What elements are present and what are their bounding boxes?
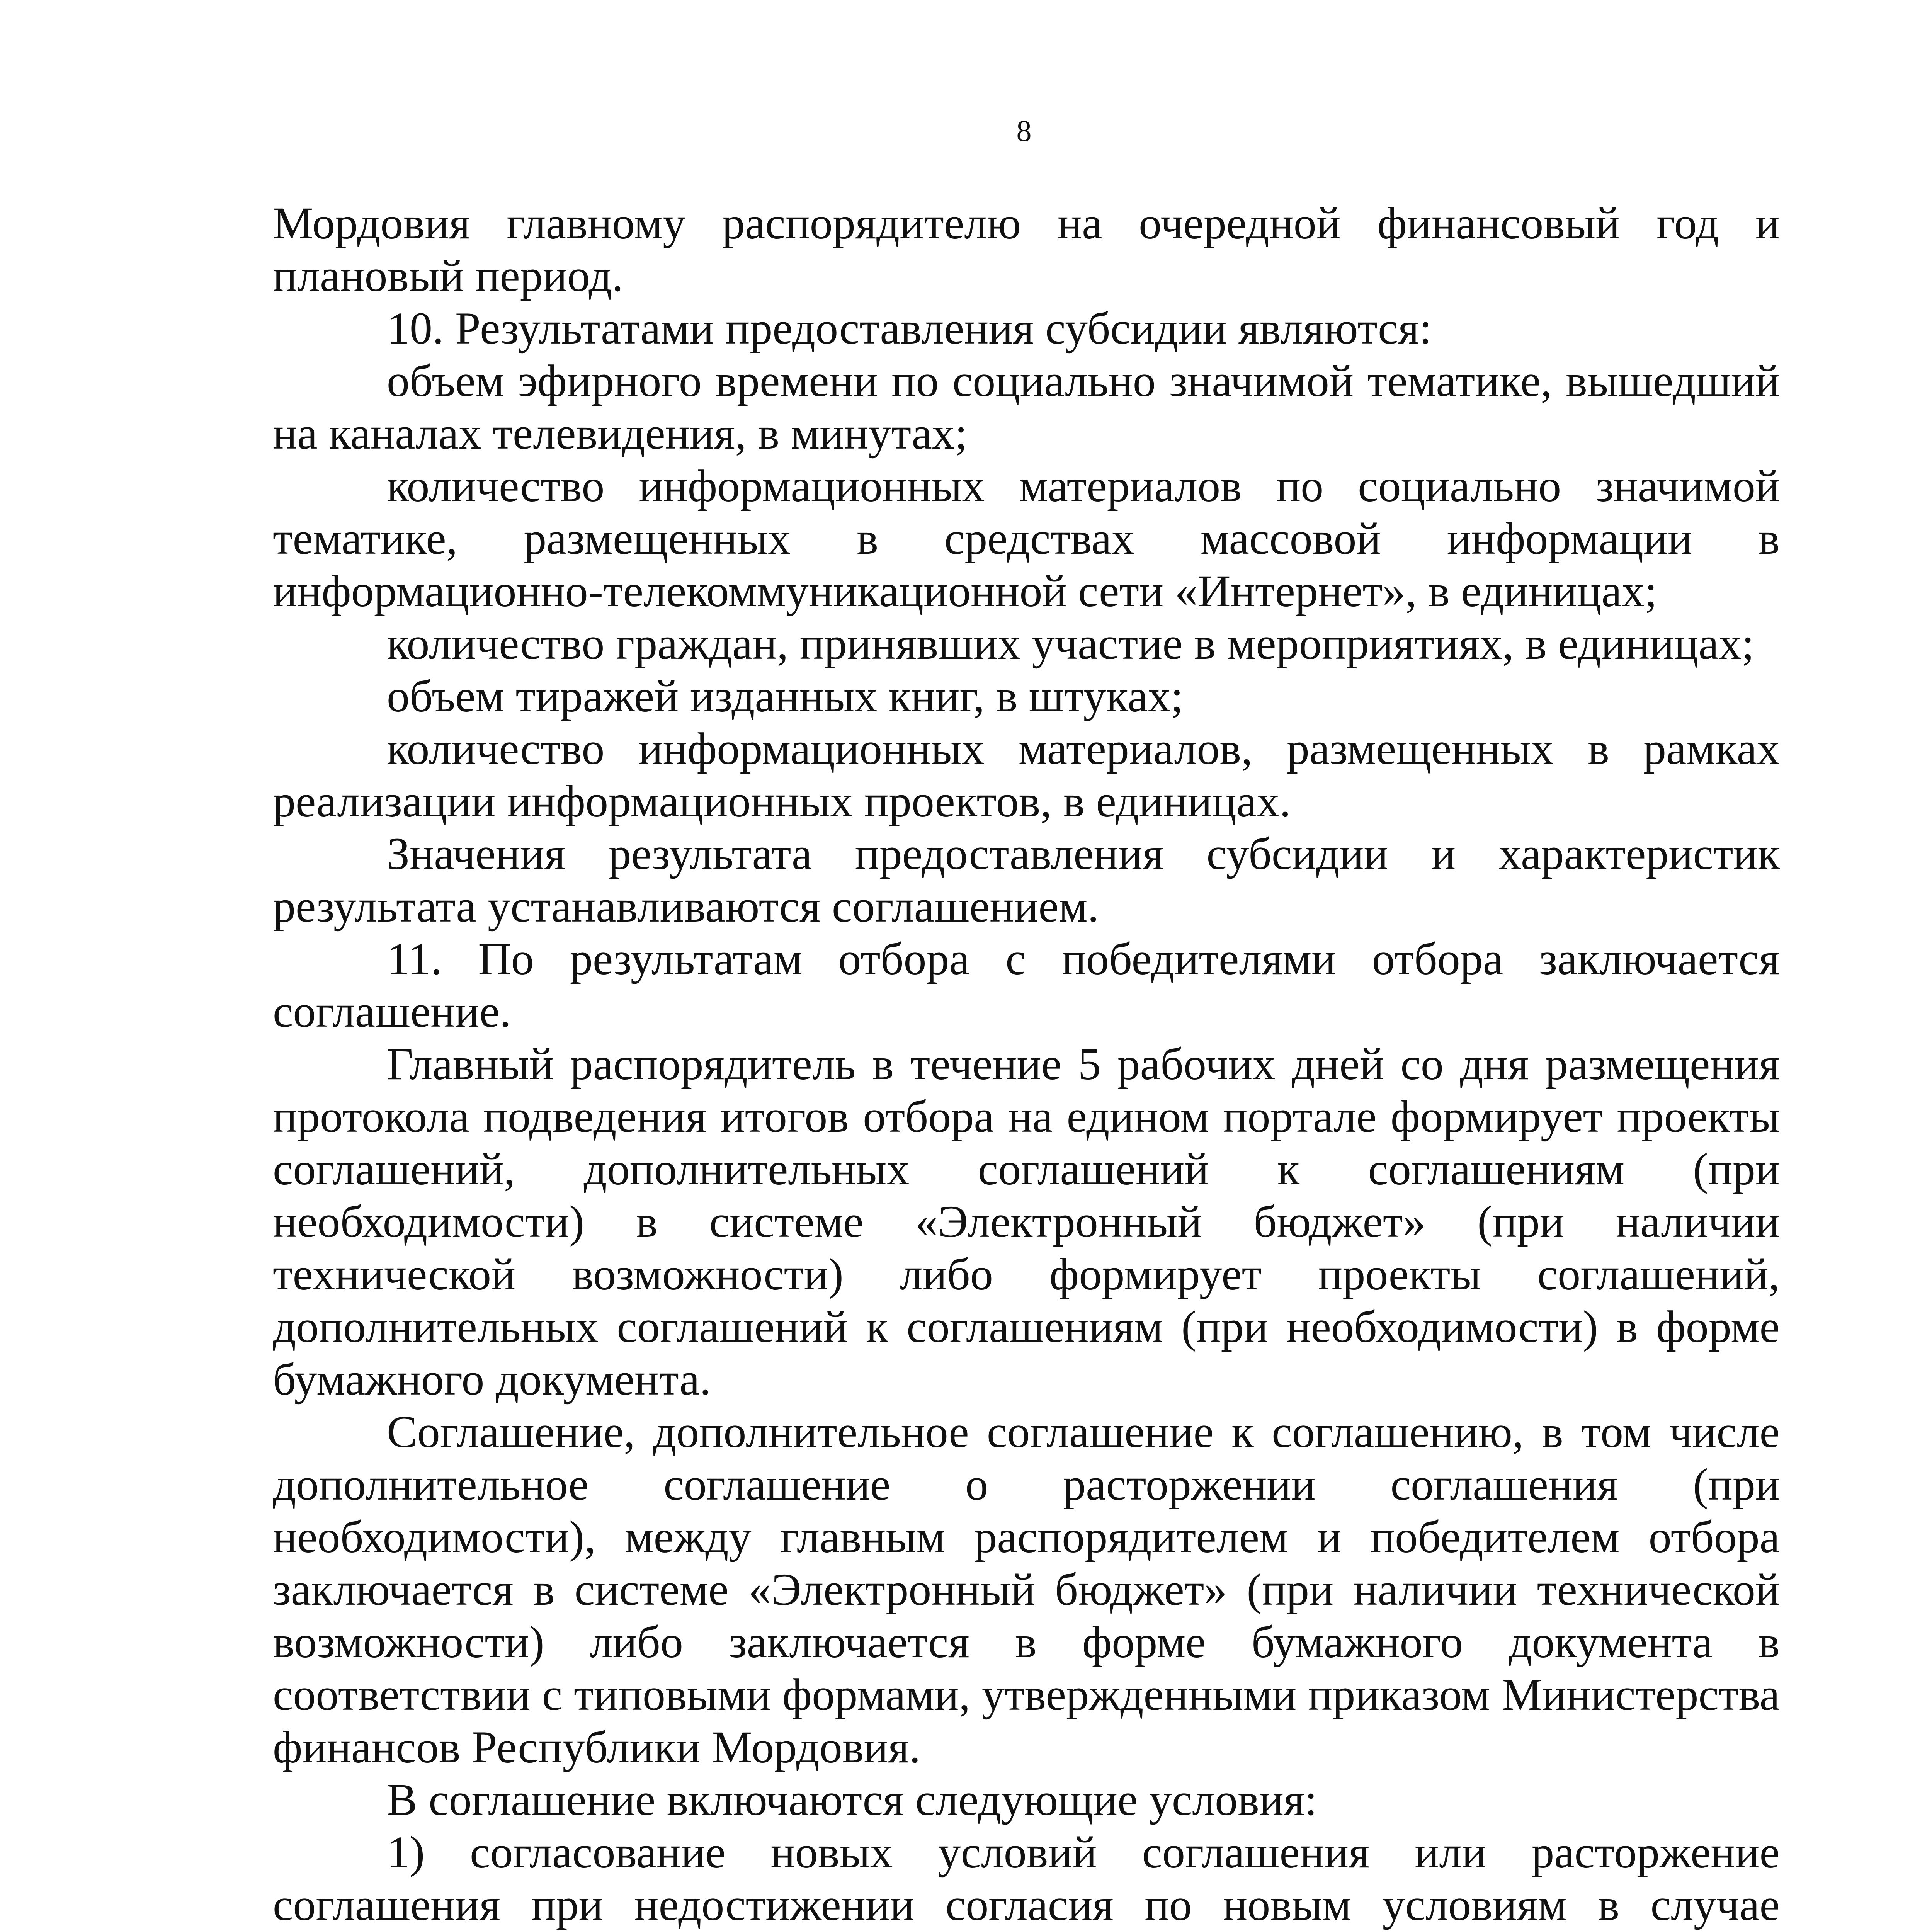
paragraph-item-11: 11. По результатам отбора с победителями отбора заключается соглашение. <box>273 934 1780 1037</box>
paragraph-result-materials-media: количество информационных материалов по социально значимой тематике, размещенных в средствах массовой информации в информационно-телекоммуникационной сети «Интернет», в единицах; <box>273 461 1780 616</box>
paragraph-result-projects: количество информационных материалов, размещенных в рамках реализации информационных проектов, в единицах. <box>273 723 1780 827</box>
paragraph-condition-1: 1) согласование новых условий соглашения или расторжение соглашения при недостижении согласия по новым условиям в случае <box>273 1827 1780 1930</box>
paragraph-continuation: Мордовия главному распорядителю на очередной финансовый год и плановый период. <box>273 198 1780 301</box>
paragraph-agreement-conclusion: Соглашение, дополнительное соглашение к соглашению, в том числе дополнительное соглашение о расторжении соглашения (при необходимости), между главным распорядителем и победителем отбора заключается в системе «Электронный бюджет» (при наличии технической возможности) либо заключается в форме бумажного документа в соответствии с типовыми формами, утвержденными приказом Министерства финансов Республики Мордовия. <box>273 1406 1780 1772</box>
paragraph-agreement-drafts: Главный распорядитель в течение 5 рабочих дней со дня размещения протокола подведения итогов отбора на едином портале формирует проекты соглашений, дополнительных соглашений к соглашениям (при необходимости) в системе «Электронный бюджет» (при наличии технической возможности) либо формирует проекты соглашений, дополнительных соглашений к соглашениям (при необходимости) в форме бумажного документа. <box>273 1039 1780 1405</box>
paragraph-item-10-heading: 10. Результатами предоставления субсидии являются: <box>387 303 1432 354</box>
page-number: 8 <box>1016 114 1032 148</box>
paragraph-result-citizens: количество граждан, принявших участие в мероприятиях, в единицах; <box>387 618 1754 669</box>
paragraph-result-airtime: объем эфирного времени по социально значимой тематике, вышедший на каналах телевидения, в минутах; <box>273 355 1780 459</box>
paragraph-result-books: объем тиражей изданных книг, в штуках; <box>387 671 1184 721</box>
paragraph-result-values: Значения результата предоставления субсидии и характеристик результата устанавливаются соглашением. <box>273 828 1780 932</box>
document-body <box>273 197 1780 1932</box>
paragraph-agreement-conditions: В соглашение включаются следующие условия: <box>387 1774 1318 1825</box>
